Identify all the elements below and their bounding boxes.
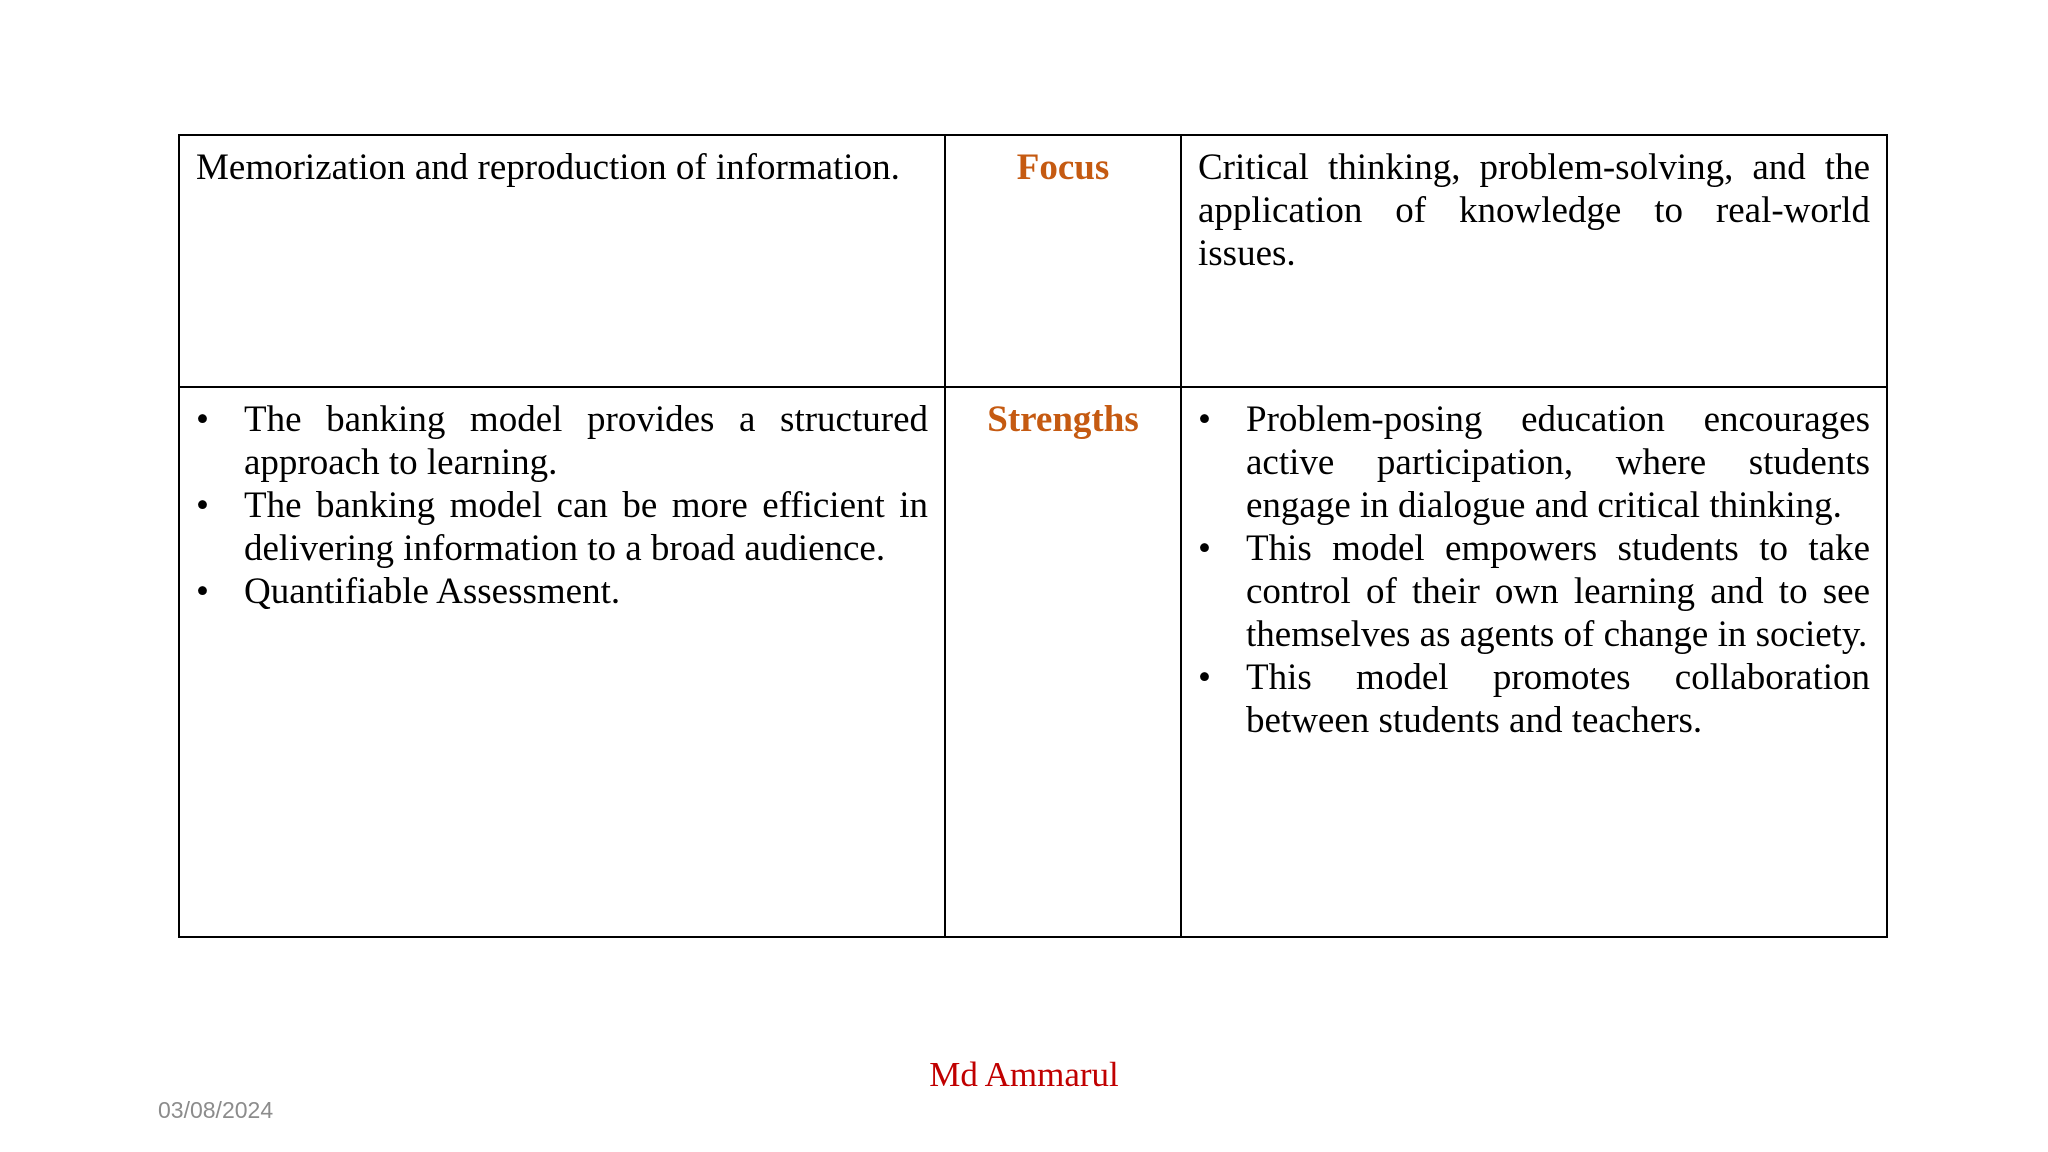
author-name: Md Ammarul <box>929 1055 1119 1094</box>
list-item: • Quantifiable Assessment. <box>196 571 621 612</box>
strengths-label-cell <box>945 387 1181 937</box>
bullet-icon: • <box>1198 399 1211 440</box>
strengths-banking-cell <box>179 387 945 937</box>
list-item: • The banking model provides a structured approach to learning. <box>196 399 928 483</box>
strengths-banking-list <box>196 398 928 613</box>
bullet-icon: • <box>1198 657 1211 698</box>
list-item: • This model empowers students to take control of their own learning and to see themselves as agents of change in society. <box>1198 528 1870 655</box>
focus-banking-cell: Memorization and reproduction of information. <box>179 135 945 387</box>
table-row-focus <box>179 135 1887 387</box>
focus-label: Focus <box>1016 147 1110 188</box>
strengths-problem-posing-cell <box>1181 387 1887 937</box>
table-row-strengths <box>179 387 1887 937</box>
strengths-label: Strengths <box>987 399 1139 440</box>
bullet-icon: • <box>196 399 209 440</box>
comparison-table <box>178 134 1888 938</box>
bullet-icon: • <box>196 571 209 612</box>
list-item: • This model promotes collaboration between students and teachers. <box>1198 657 1870 741</box>
list-item: • The banking model can be more efficient in delivering information to a broad audience. <box>196 485 928 569</box>
strengths-problem-posing-list <box>1198 398 1870 742</box>
focus-label-cell <box>945 135 1181 387</box>
focus-problem-posing-cell: Critical thinking, problem-solving, and the application of knowledge to real-world issues. <box>1181 135 1887 387</box>
bullet-icon: • <box>196 485 209 526</box>
bullet-icon: • <box>1198 528 1211 569</box>
slide-date: 03/08/2024 <box>158 1097 274 1123</box>
list-item: • Problem-posing education encourages active participation, where students engage in dialogue and critical thinking. <box>1198 399 1870 526</box>
